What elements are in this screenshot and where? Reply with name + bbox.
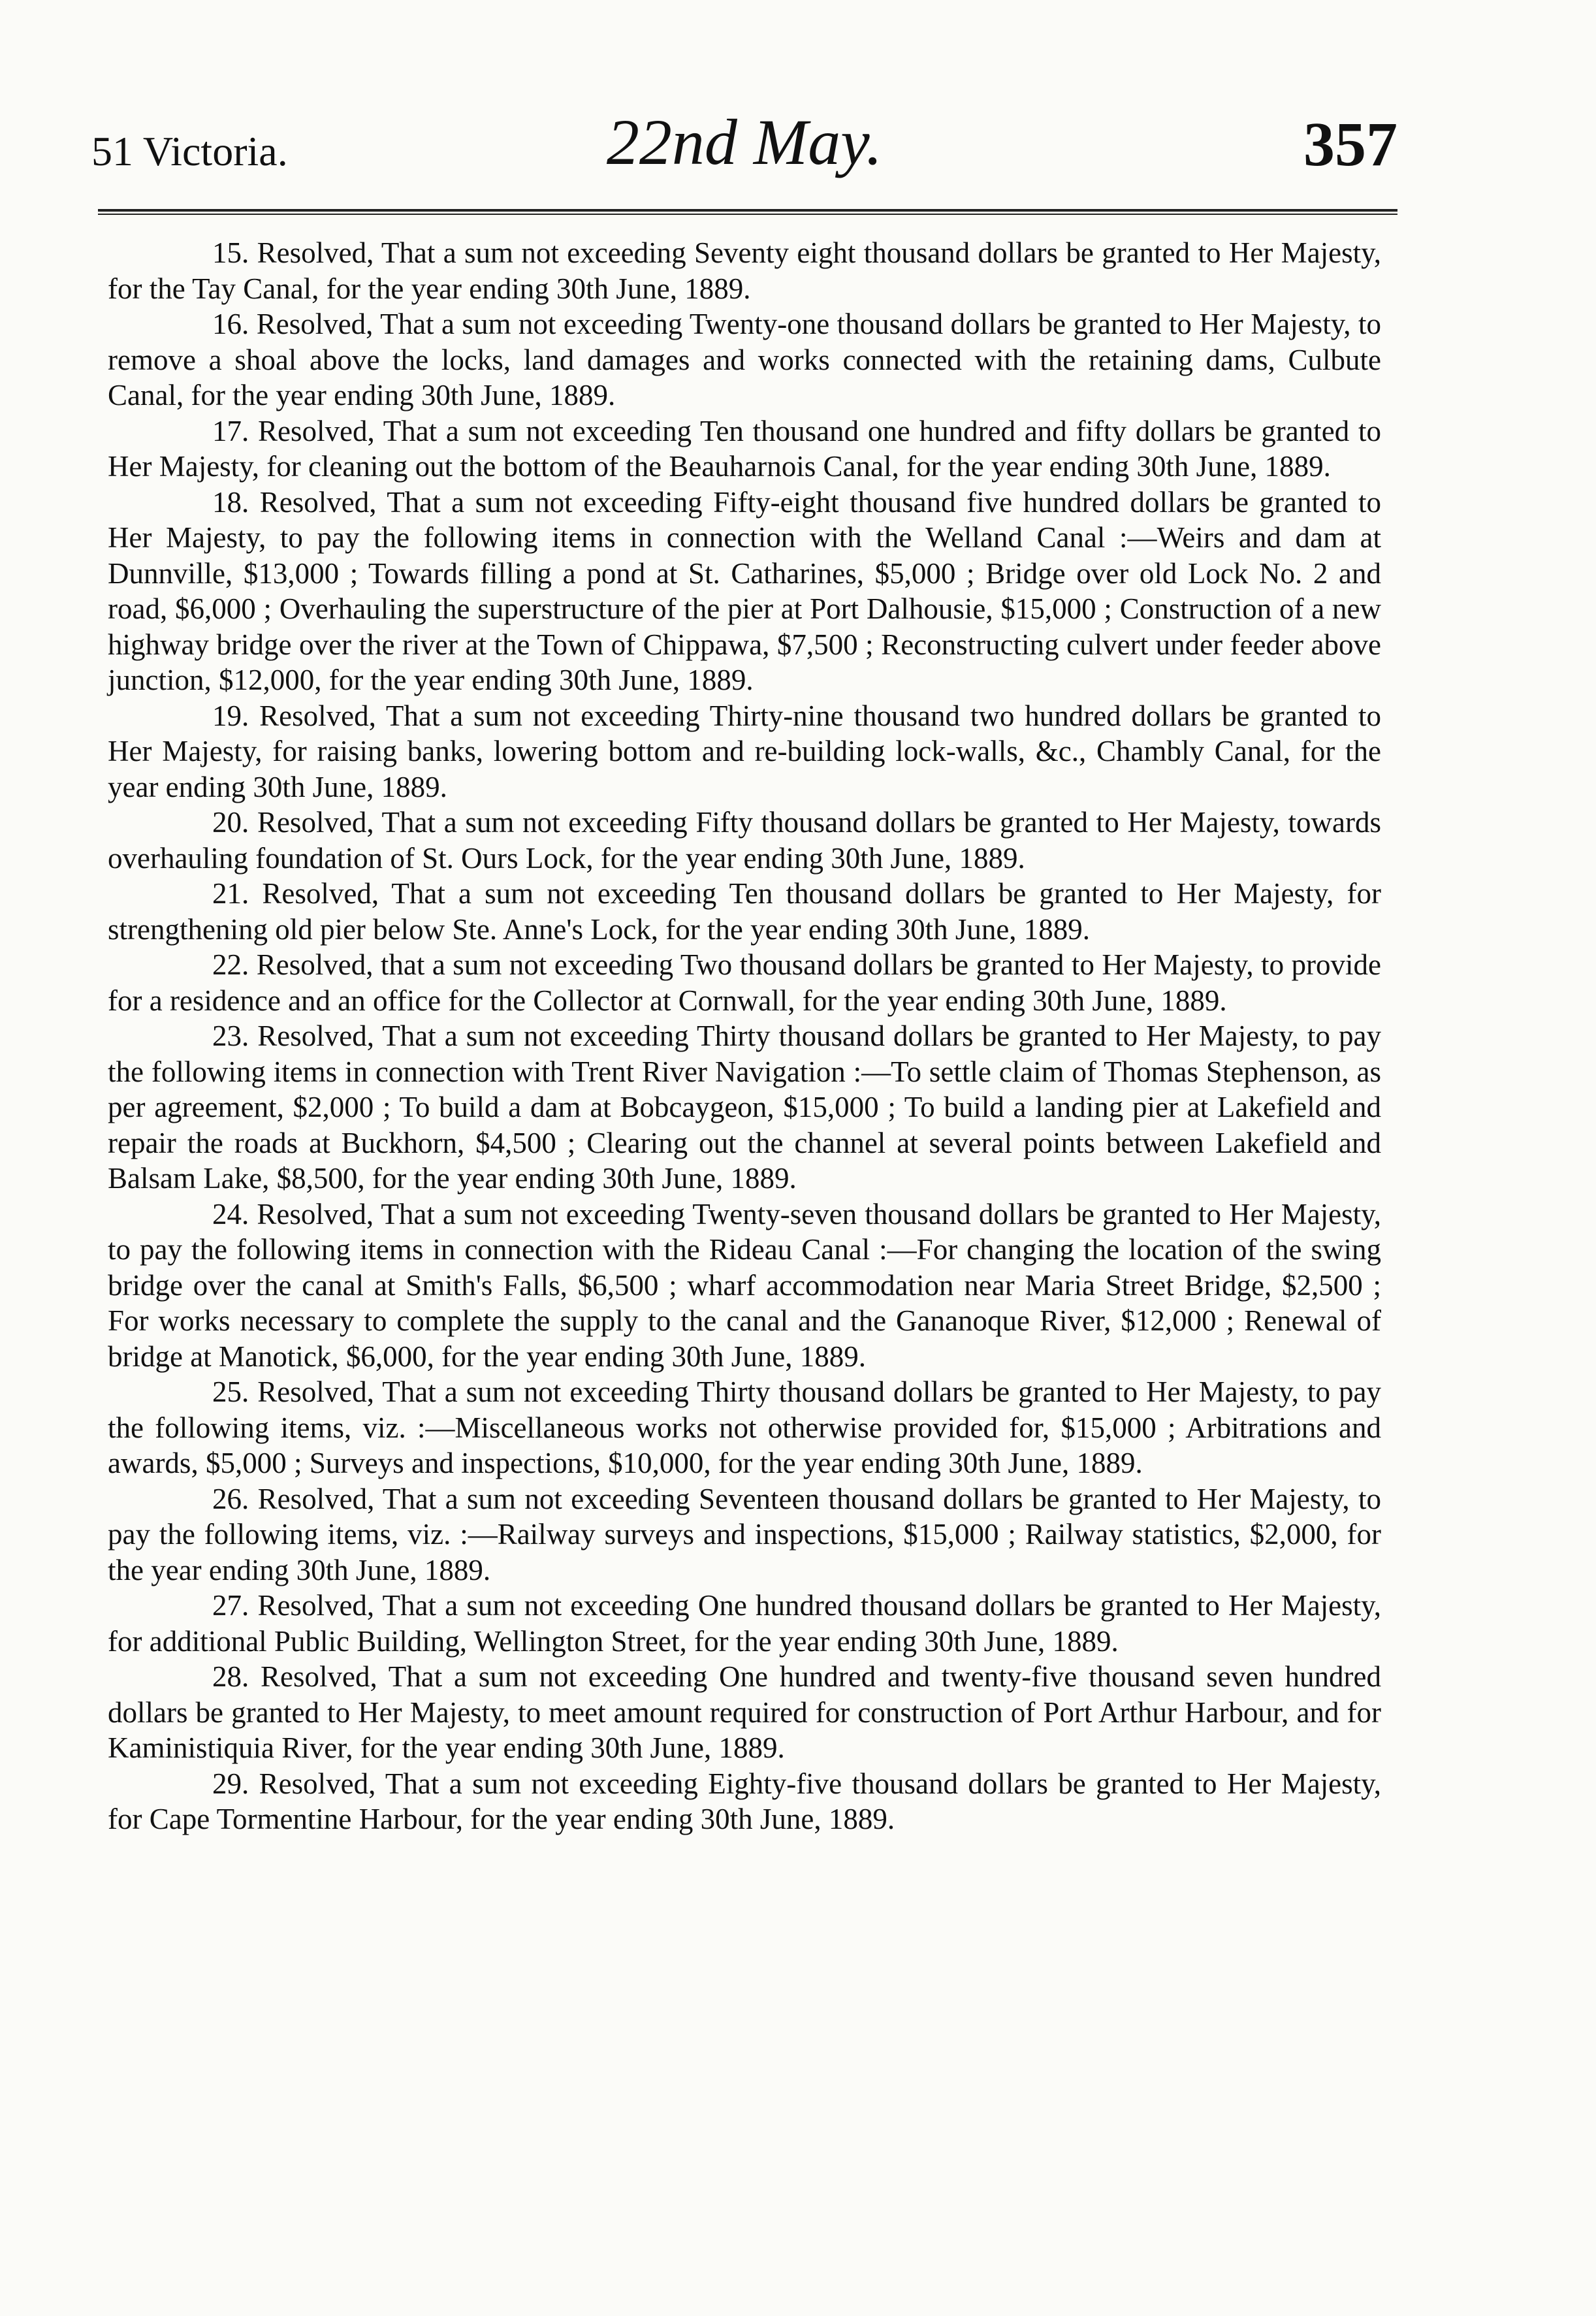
page-header [91,91,1397,189]
resolution-24: 24. Resolved, That a sum not exceeding Twenty-seven thousand dollars be granted to Her Majesty, to pay the following items in connection with the Rideau Canal :—For changing the location of the swing bridge over the canal at Smith's Falls, $6,500 ; wharf accommodation near Maria Street Bridge, $2,500 ; For works necessary to complete the supply to the canal and the Gananoque River, $12,000 ; Renewal of bridge at Manotick, $6,000, for the year ending 30th June, 1889. [108,1197,1381,1373]
resolution-16: 16. Resolved, That a sum not exceeding Twenty-one thousand dollars be granted to Her Majesty, to remove a shoal above the locks, land damages and works connected with the retaining dams, Culbute Canal, for the year ending 30th June, 1889. [108,308,1381,411]
page-number: 357 [1303,109,1397,179]
resolution-18: 18. Resolved, That a sum not exceeding Fifty-eight thousand five hundred dollars be granted to Her Majesty, to pay the following items in connection with the Welland Canal :—Weirs and dam at Dunnville, $13,000 ; Towards filling a pond at St. Catharines, $5,000 ; Bridge over old Lock No. 2 and road, $6,000 ; Overhauling the superstructure of the pier at Port Dalhousie, $15,000 ; Construction of a new highway bridge over the river at the Town of Chippawa, $7,500 ; Reconstructing culvert under feeder above junction, $12,000, for the year ending 30th June, 1889. [108,485,1381,696]
resolution-23: 23. Resolved, That a sum not exceeding Thirty thousand dollars be granted to Her Majesty, to pay the following items in connection with Trent River Navigation :—To settle claim of Thomas Stephenson, as per agreement, $2,000 ; To build a dam at Bobcaygeon, $15,000 ; To build a landing pier at Lakefield and repair the roads at Buckhorn, $4,500 ; Clearing out the channel at several points between Lakefield and Balsam Lake, $8,500, for the year ending 30th June, 1889. [108,1020,1381,1195]
resolution-19: 19. Resolved, That a sum not exceeding Thirty-nine thousand two hundred dollars be granted to Her Majesty, for raising banks, lowering bottom and re-building lock-walls, &c., Chambly Canal, for the year ending 30th June, 1889. [108,699,1381,803]
resolution-28: 28. Resolved, That a sum not exceeding One hundred and twenty-five thousand seven hundred dollars be granted to Her Majesty, to meet amount required for construction of Port Arthur Harbour, and for Kaministiquia River, for the year ending 30th June, 1889. [108,1660,1381,1764]
resolution-20: 20. Resolved, That a sum not exceeding Fifty thousand dollars be granted to Her Majesty, towards overhauling foundation of St. Ours Lock, for the year ending 30th June, 1889. [108,806,1381,875]
resolution-25: 25. Resolved, That a sum not exceeding Thirty thousand dollars be granted to Her Majesty, to pay the following items, viz. :—Miscellaneous works not otherwise provided for, $15,000 ; Arbitrations and awards, $5,000 ; Surveys and inspections, $10,000, for the year ending 30th June, 1889. [108,1375,1381,1479]
resolution-29: 29. Resolved, That a sum not exceeding Eighty-five thousand dollars be granted to Her Majesty, for Cape Tormentine Harbour, for the year ending 30th June, 1889. [108,1767,1381,1835]
resolution-17: 17. Resolved, That a sum not exceeding Ten thousand one hundred and fifty dollars be granted to Her Majesty, for cleaning out the bottom of the Beauharnois Canal, for the year ending 30th June, 1889. [108,414,1381,483]
regnal-year: 51 Victoria. [91,128,288,174]
session-date: 22nd May. [606,106,883,178]
resolution-22: 22. Resolved, that a sum not exceeding Two thousand dollars be granted to Her Majesty, to provide for a residence and an office for the Collector at Cornwall, for the year ending 30th June, 1889. [108,948,1381,1017]
resolution-15: 15. Resolved, That a sum not exceeding Seventy eight thousand dollars be granted to Her Majesty, for the Tay Canal, for the year ending 30th June, 1889. [108,236,1381,305]
resolution-26: 26. Resolved, That a sum not exceeding Seventeen thousand dollars be granted to Her Majesty, to pay the following items, viz. :—Railway surveys and inspections, $15,000 ; Railway statistics, $2,000, for the year ending 30th June, 1889. [108,1482,1381,1586]
resolution-27: 27. Resolved, That a sum not exceeding One hundred thousand dollars be granted to Her Majesty, for additional Public Building, Wellington Street, for the year ending 30th June, 1889. [108,1589,1381,1658]
header-rule [98,209,1397,215]
resolution-21: 21. Resolved, That a sum not exceeding Ten thousand dollars be granted to Her Majesty, for strengthening old pier below Ste. Anne's Lock, for the year ending 30th June, 1889. [108,877,1381,946]
resolutions-body [108,235,1381,1837]
